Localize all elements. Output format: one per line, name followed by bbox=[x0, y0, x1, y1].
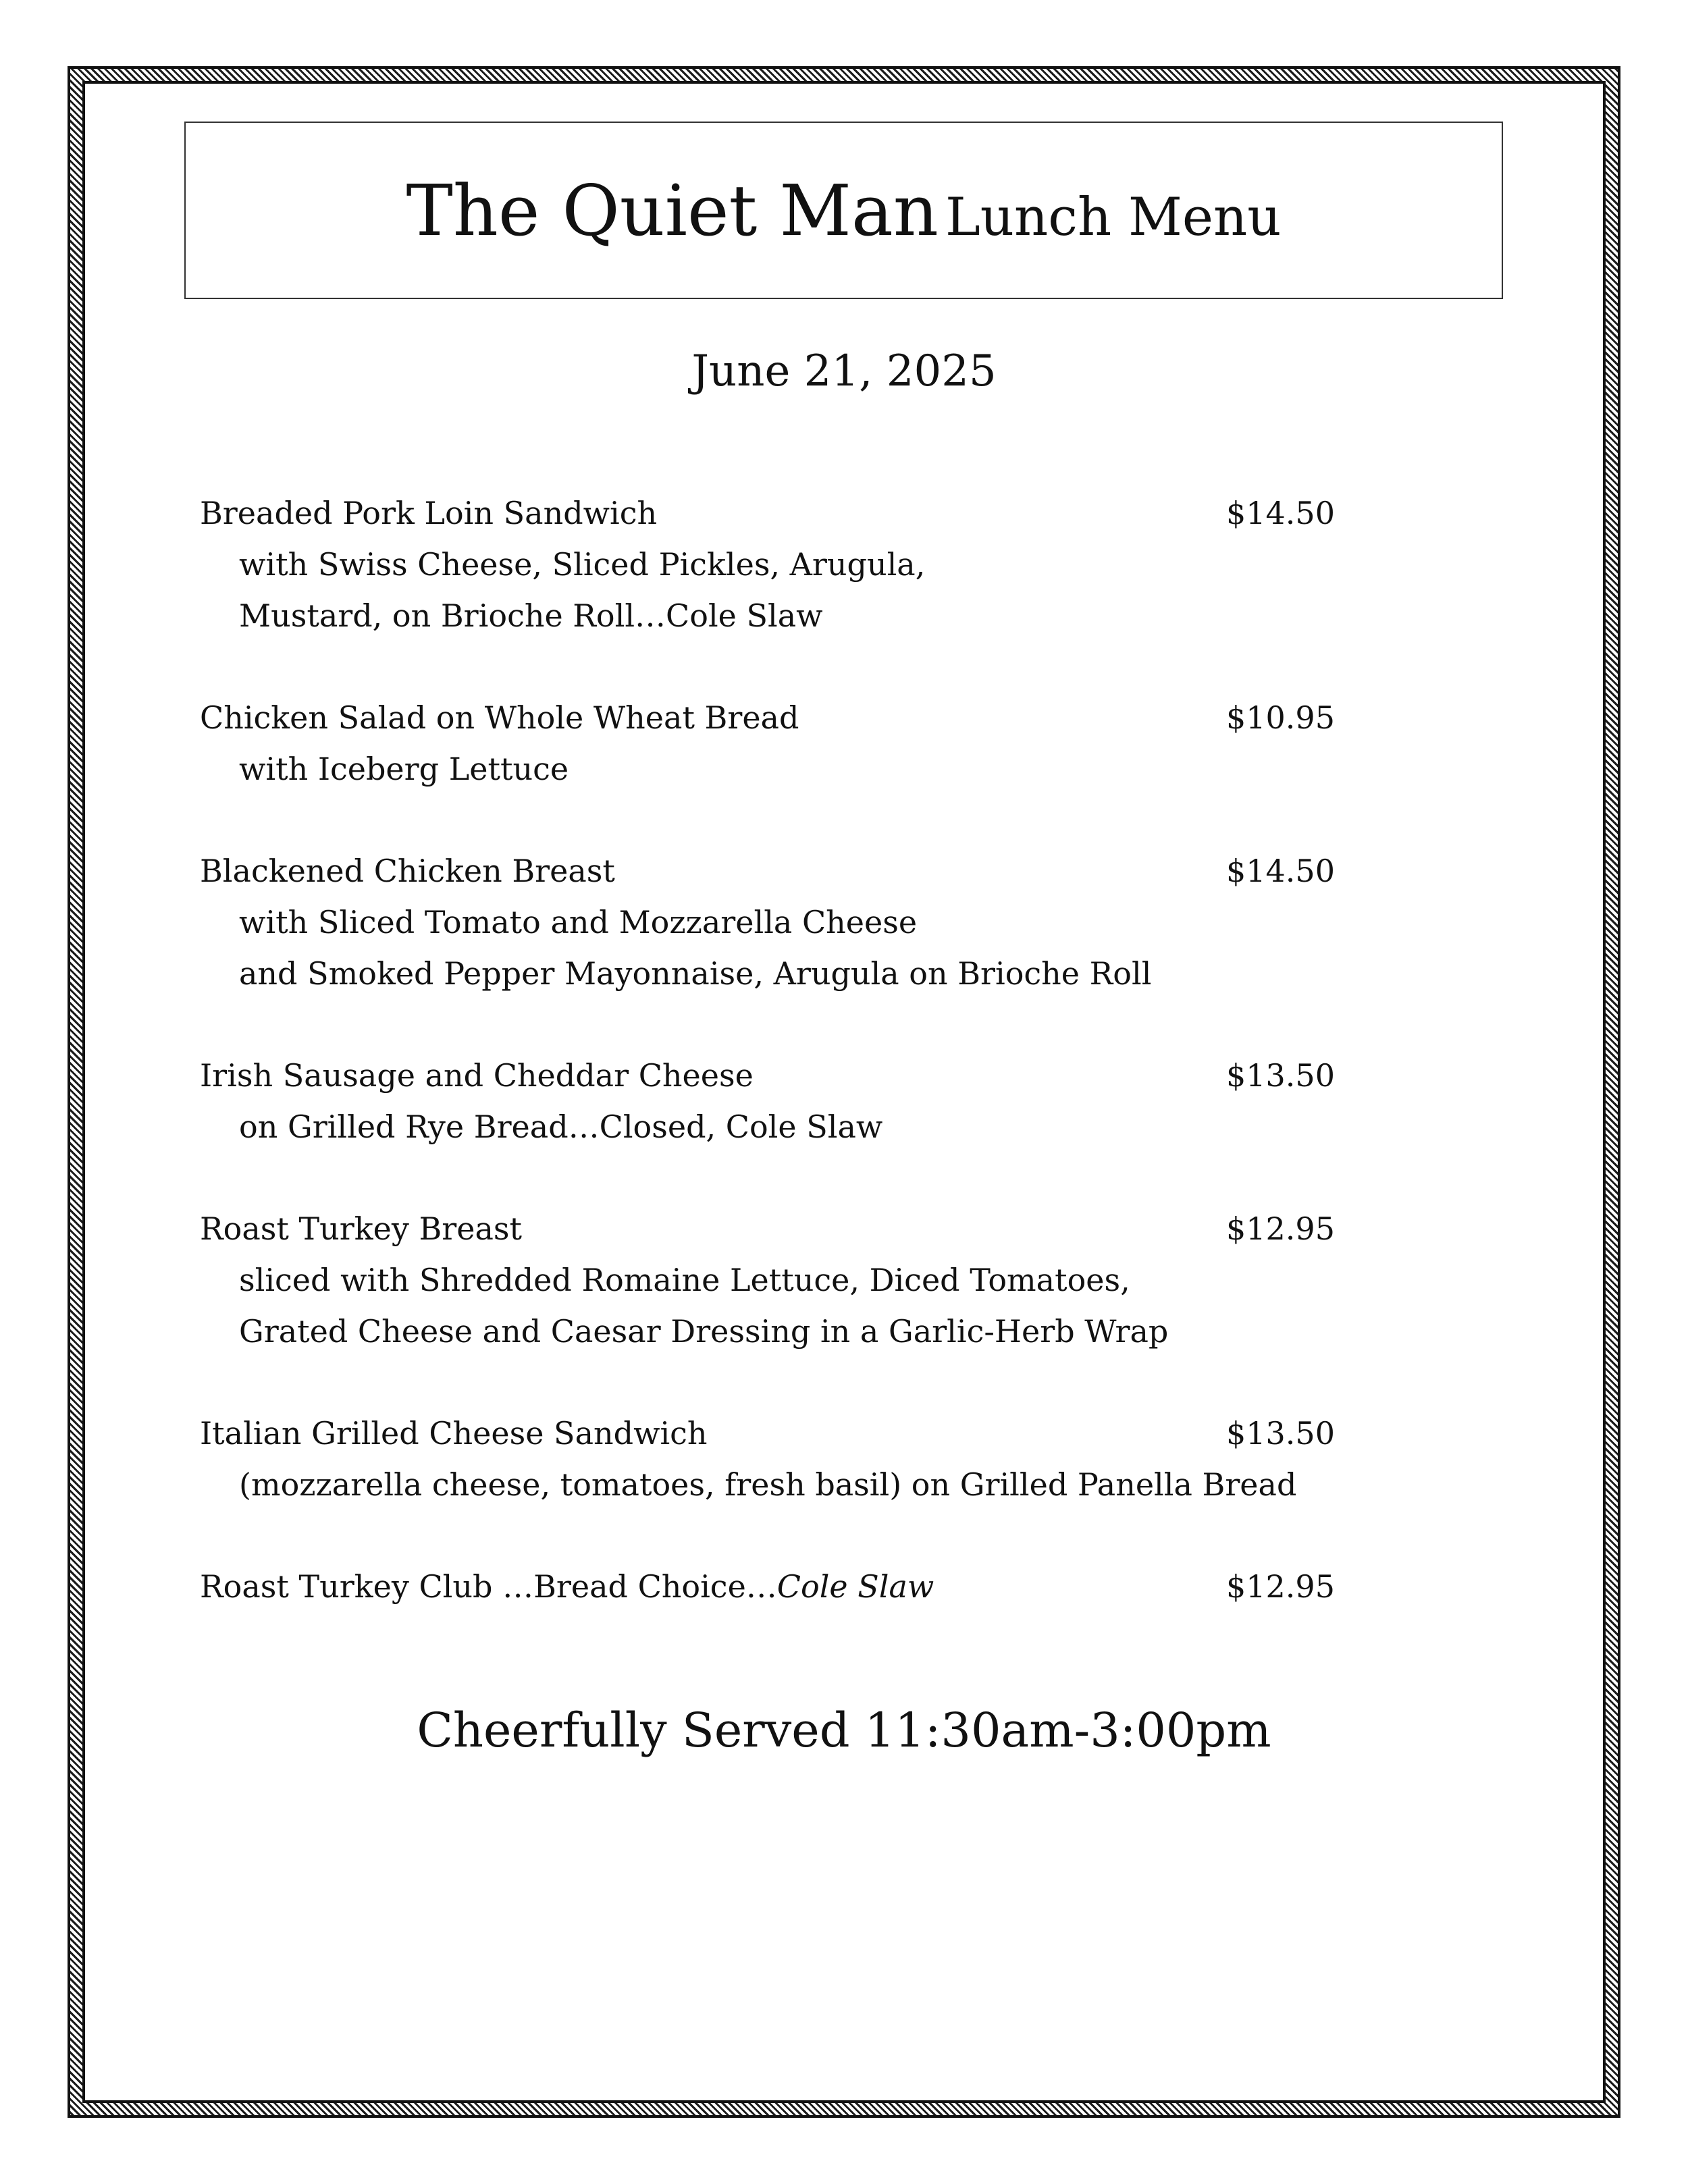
menu-item-blackened-chicken bbox=[200, 845, 1348, 1050]
item-name: Breaded Pork Loin Sandwich bbox=[200, 495, 658, 531]
title-box bbox=[184, 122, 1503, 299]
item-description: with Sliced Tomato and Mozzarella Cheese bbox=[239, 904, 918, 940]
item-name: Chicken Salad on Whole Wheat Bread bbox=[200, 699, 799, 736]
menu-item-irish-sausage bbox=[200, 1050, 1348, 1203]
item-name bbox=[200, 1561, 934, 1612]
serving-hours: Cheerfully Served 11:30am-3:00pm bbox=[417, 1703, 1271, 1758]
item-description: with Iceberg Lettuce bbox=[239, 751, 569, 787]
item-description: with Swiss Cheese, Sliced Pickles, Arugula, bbox=[239, 546, 926, 583]
restaurant-name: The Quiet Man bbox=[406, 169, 939, 252]
item-description: on Grilled Rye Bread…Closed, Cole Slaw bbox=[239, 1109, 883, 1145]
item-name-text: Roast Turkey Club …Bread Choice… bbox=[200, 1568, 777, 1605]
item-name: Blackened Chicken Breast bbox=[200, 853, 615, 889]
menu-item-pork-loin bbox=[200, 487, 1348, 692]
item-description: and Smoked Pepper Mayonnaise, Arugula on Brioche Roll bbox=[239, 955, 1152, 992]
item-name-side: Cole Slaw bbox=[776, 1568, 934, 1605]
menu-item-roast-turkey-club bbox=[200, 1561, 1348, 1642]
item-name: Irish Sausage and Cheddar Cheese bbox=[200, 1057, 754, 1094]
item-price: $10.95 bbox=[1226, 699, 1335, 736]
item-price: $12.95 bbox=[1226, 1568, 1335, 1605]
item-name: Roast Turkey Breast bbox=[200, 1210, 523, 1247]
item-name: Italian Grilled Cheese Sandwich bbox=[200, 1415, 708, 1451]
item-price: $13.50 bbox=[1226, 1415, 1335, 1451]
menu-subtitle: Lunch Menu bbox=[945, 186, 1282, 248]
menu-date: June 21, 2025 bbox=[691, 346, 997, 396]
item-description: sliced with Shredded Romaine Lettuce, Diced Tomatoes, bbox=[239, 1262, 1130, 1298]
menu-item-roast-turkey-breast bbox=[200, 1203, 1348, 1408]
menu-title bbox=[406, 169, 1282, 252]
item-description: (mozzarella cheese, tomatoes, fresh basil) on Grilled Panella Bread bbox=[239, 1466, 1297, 1503]
item-description: Mustard, on Brioche Roll…Cole Slaw bbox=[239, 597, 823, 634]
item-description: Grated Cheese and Caesar Dressing in a Garlic-Herb Wrap bbox=[239, 1313, 1169, 1350]
item-price: $13.50 bbox=[1226, 1057, 1335, 1094]
menu-item-italian-grilled-cheese bbox=[200, 1408, 1348, 1561]
item-price: $12.95 bbox=[1226, 1210, 1335, 1247]
menu-list bbox=[200, 487, 1348, 1642]
item-price: $14.50 bbox=[1226, 495, 1335, 531]
menu-item-chicken-salad bbox=[200, 692, 1348, 845]
item-price: $14.50 bbox=[1226, 853, 1335, 889]
